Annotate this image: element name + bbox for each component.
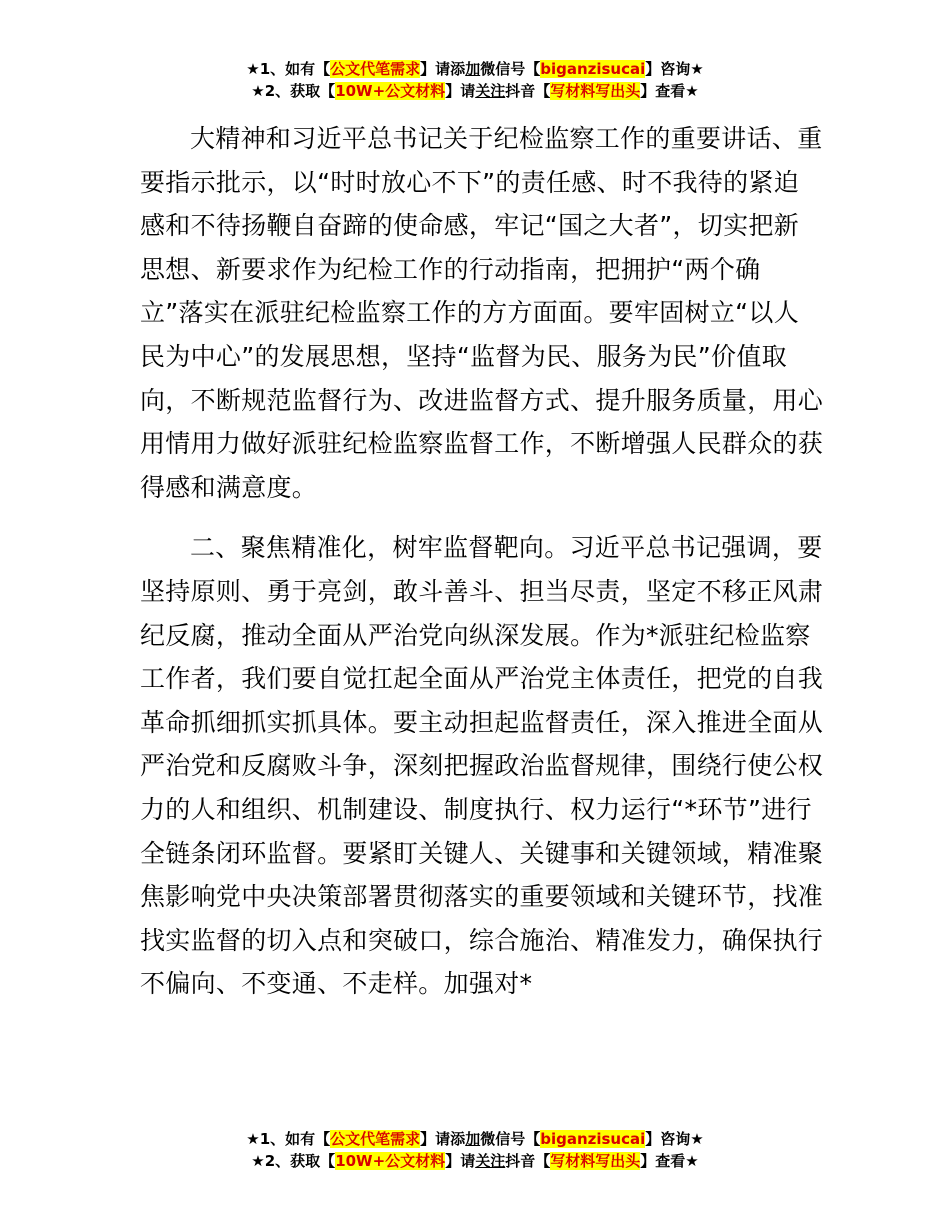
paragraph-line: 革命抓细抓实抓具体。要主动担起监督责任，深入推进全面从	[140, 707, 824, 737]
paragraph-2	[140, 526, 824, 1006]
paragraph-line: 工作者，我们要自觉扛起全面从严治党主体责任，把党的自我	[140, 664, 824, 694]
document-body	[140, 117, 824, 1023]
banner-underlined: 加	[465, 60, 481, 78]
paragraph-1	[140, 117, 824, 509]
banner-text: ★1、如有【	[246, 1130, 331, 1148]
banner-text: ★1、如有【	[246, 60, 331, 78]
banner-text: 】查看★	[640, 82, 699, 100]
banner-text: 抖音【	[505, 82, 551, 100]
banner-highlight: biganzisucai	[540, 1130, 646, 1148]
footer-banner	[0, 1128, 950, 1172]
banner-highlight: 写材料写出头	[550, 1152, 641, 1170]
paragraph-line: 严治党和反腐败斗争，深刻把握政治监督规律，围绕行使公权	[140, 751, 824, 781]
paragraph-line: 立”落实在派驻纪检监察工作的方方面面。要牢固树立“以人	[140, 298, 800, 328]
paragraph-line: 大精神和习近平总书记关于纪检监察工作的重要讲话、重	[190, 124, 823, 153]
paragraph-line: 焦影响党中央决策部署贯彻落实的重要领域和关键环节，找准	[140, 882, 824, 912]
paragraph-line: 感和不待扬鞭自奋蹄的使命感，牢记“国之大者”，切实把新	[140, 211, 800, 241]
banner-line-2	[0, 80, 950, 102]
banner-line-1	[0, 1128, 950, 1150]
banner-underlined: 加	[465, 1130, 481, 1148]
paragraph-line: 民为中心”的发展思想，坚持“监督为民、服务为民”价值取	[140, 341, 787, 371]
paragraph-line: 思想、新要求作为纪检工作的行动指南，把拥护“两个确	[140, 254, 761, 284]
banner-text: 】请添	[420, 1130, 466, 1148]
banner-text: 】查看★	[640, 1152, 699, 1170]
banner-text: 】咨询★	[645, 1130, 704, 1148]
banner-highlight: 写材料写出头	[550, 82, 641, 100]
banner-text: 】咨询★	[645, 60, 704, 78]
banner-highlight: 10W+公文材料	[335, 82, 446, 100]
paragraph-line: 坚持原则、勇于亮剑，敢斗善斗、担当尽责，坚定不移正风肃	[140, 576, 824, 606]
paragraph-line: 要指示批示，以“时时放心不下”的责任感、时不我待的紧迫	[140, 167, 800, 197]
banner-text: ★2、获取【	[251, 1152, 336, 1170]
paragraph-line: 不偏向、不变通、不走样。加强对*	[140, 969, 533, 999]
paragraph-line: 向，不断规范监督行为、改进监督方式、提升服务质量，用心	[140, 385, 824, 415]
banner-text: ★2、获取【	[251, 82, 336, 100]
banner-line-1	[0, 58, 950, 80]
paragraph-line: 得感和满意度。	[140, 472, 318, 502]
banner-text: 】请添	[420, 60, 466, 78]
banner-text: 】请	[445, 82, 476, 100]
header-banner	[0, 58, 950, 102]
paragraph-line: 找实监督的切入点和突破口，综合施治、精准发力，确保执行	[140, 925, 824, 955]
banner-underlined: 关注	[475, 82, 506, 100]
banner-text: 微信号【	[480, 60, 541, 78]
banner-highlight: biganzisucai	[540, 60, 646, 78]
banner-highlight: 公文代笔需求	[330, 1130, 421, 1148]
banner-highlight: 10W+公文材料	[335, 1152, 446, 1170]
banner-text: 抖音【	[505, 1152, 551, 1170]
paragraph-line: 纪反腐，推动全面从严治党向纵深发展。作为*派驻纪检监察	[140, 620, 811, 650]
paragraph-line: 二、聚焦精准化，树牢监督靶向。习近平总书记强调，要	[190, 533, 823, 563]
banner-text: 】请	[445, 1152, 476, 1170]
banner-text: 微信号【	[480, 1130, 541, 1148]
paragraph-line: 用情用力做好派驻纪检监察监督工作，不断增强人民群众的获	[140, 429, 824, 459]
banner-highlight: 公文代笔需求	[330, 60, 421, 78]
paragraph-line: 全链条闭环监督。要紧盯关键人、关键事和关键领域，精准聚	[140, 838, 824, 868]
paragraph-line: 力的人和组织、机制建设、制度执行、权力运行“*环节”进行	[140, 794, 812, 824]
banner-underlined: 关注	[475, 1152, 506, 1170]
banner-line-2	[0, 1150, 950, 1172]
